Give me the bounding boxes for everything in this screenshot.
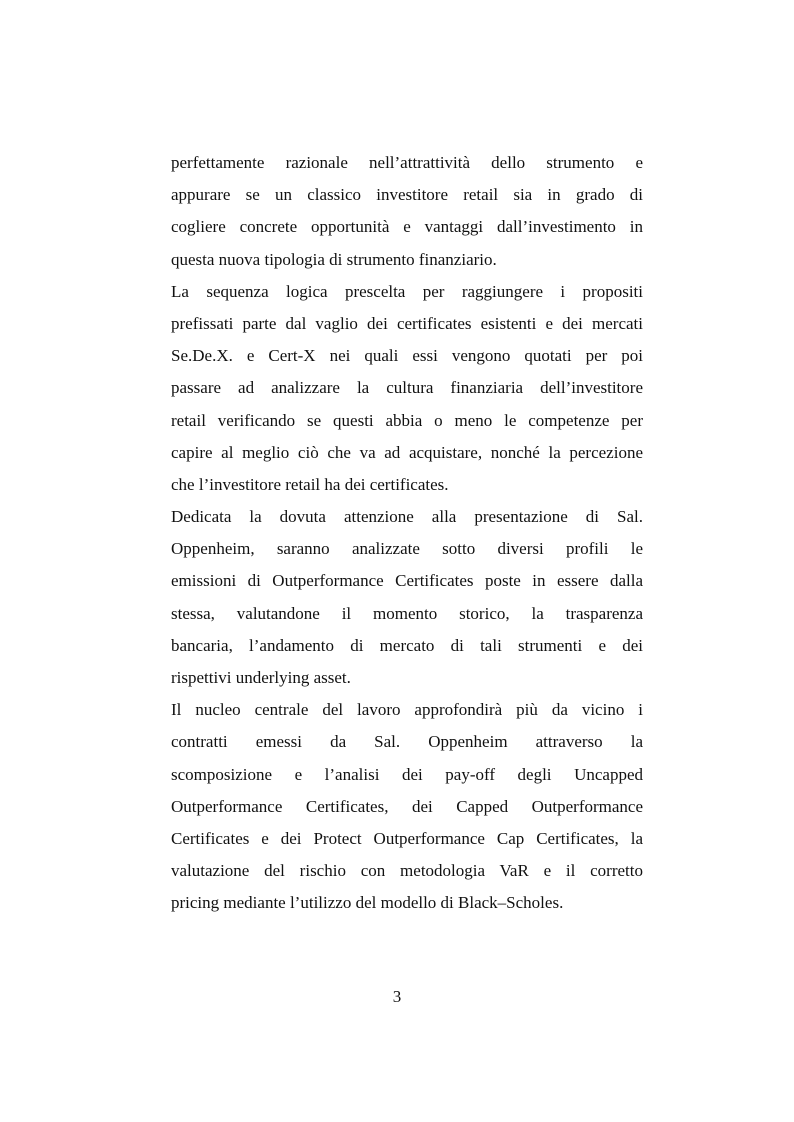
text-line: questa nuova tipologia di strumento finanziario.	[171, 249, 497, 269]
text-line: emissioni di Outperformance Certificates poste in essere dalla	[171, 571, 643, 591]
text-line: Oppenheim, saranno analizzate sotto diversi profili le	[171, 539, 643, 559]
text-line: appurare se un classico investitore retail sia in grado di	[171, 185, 643, 205]
paragraph-1	[171, 147, 643, 276]
paragraph-4	[171, 694, 643, 919]
text-line: prefissati parte dal vaglio dei certificates esistenti e dei mercati	[171, 313, 643, 333]
text-line: pricing mediante l’utilizzo del modello di Black–Scholes.	[171, 893, 564, 913]
text-line: rispettivi underlying asset.	[171, 668, 351, 687]
text-line: bancaria, l’andamento di mercato di tali strumenti e dei	[171, 635, 643, 655]
text-line: scomposizione e l’analisi dei pay-off degli Uncapped	[171, 764, 643, 784]
text-line: capire al meglio ciò che va ad acquistare, nonché la percezione	[171, 442, 643, 462]
text-line: La sequenza logica prescelta per raggiungere i propositi	[171, 281, 643, 301]
body-text	[171, 147, 643, 920]
text-line: contratti emessi da Sal. Oppenheim attraverso la	[171, 732, 643, 752]
text-line: valutazione del rischio con metodologia VaR e il corretto	[171, 861, 643, 881]
text-line: Il nucleo centrale del lavoro approfondirà più da vicino i	[171, 700, 643, 720]
text-line: retail verificando se questi abbia o meno le competenze per	[171, 410, 643, 430]
text-line: Dedicata la dovuta attenzione alla presentazione di Sal.	[171, 507, 643, 527]
text-line: passare ad analizzare la cultura finanziaria dell’investitore	[171, 378, 643, 398]
text-line: Outperformance Certificates, dei Capped Outperformance	[171, 796, 643, 816]
text-line: Certificates e dei Protect Outperformance Cap Certificates, la	[171, 828, 643, 848]
text-line: perfettamente razionale nell’attrattività dello strumento e	[171, 153, 643, 172]
text-line: stessa, valutandone il momento storico, la trasparenza	[171, 603, 643, 623]
page-number: 3	[392, 987, 402, 1006]
text-line: cogliere concrete opportunità e vantaggi dall’investimento in	[171, 217, 643, 237]
text-line: che l’investitore retail ha dei certificates.	[171, 474, 449, 494]
paragraph-2	[171, 276, 643, 501]
text-line: Se.De.X. e Cert-X nei quali essi vengono quotati per poi	[171, 346, 643, 366]
paragraph-3	[171, 501, 643, 694]
